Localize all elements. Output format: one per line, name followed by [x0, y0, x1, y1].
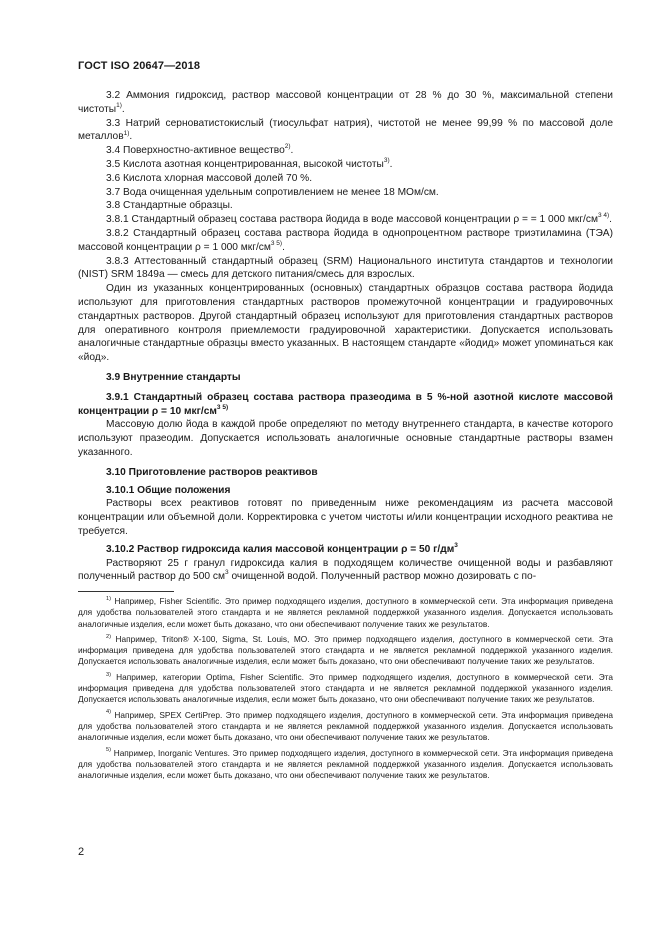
paragraph-3-3: 3.3 Натрий серноватистокислый (тиосульфат натрия), чистотой не менее 99,99 % по массовой доле металлов$^{1)}$.: [78, 117, 613, 143]
document-body: [78, 89, 613, 584]
footnote-divider: [78, 591, 174, 592]
superscript: 3: [454, 541, 458, 549]
paragraph-3-6: 3.6 Кислота хлорная массовой долей 70 %.: [106, 172, 313, 184]
footnote-mark: 1): [106, 595, 111, 602]
paragraph-3-8-2: 3.8.2 Стандартный образец состава раствора йодида в однопроцентном растворе триэтиламина (ТЭА) массовой концентрации ρ = 1 000 мкг/$см^{3 5)}$.: [78, 227, 613, 253]
heading-3-10: 3.10 Приготовление растворов реактивов: [106, 466, 318, 478]
paragraph-3-8-1: 3.8.1 Стандартный образец состава раствора йодида в воде массовой концентрации ρ = = 1 000 мкг/$см^{3 4)}$.: [106, 212, 613, 226]
paragraph-3-10-2: Растворяют 25 г гранул гидроксида калия в подходящем количестве очищенной воды и разбавляют полученный раствор до 500 $см^3$ очищенной водой. Полученный раствор можно дозировать с по-: [78, 557, 613, 583]
superscript: 3: [224, 569, 229, 577]
footnote-mark: 2): [106, 633, 111, 640]
footnote-3: $^{3)}$ Например, категории Optima, Fisher Scientific. Это пример подходящего изделия, доступного в коммерческой сети. Эта информация приведена для удобства пользователей этого стандарта и не является рекламной поддержкой указанного изделия. Допускается использовать аналогичные изделия, если может быть доказано, что они обеспечивают получение таких же результатов.: [78, 671, 613, 705]
footnote-ref: 1): [116, 101, 122, 109]
footnote-2: $^{2)}$ Например, Triton® X-100, Sigma, St. Louis, MO. Это пример подходящего изделия, доступного в коммерческой сети. Эта информация приведена для удобства пользователей этого стандарта и не является рекламной поддержкой указанного изделия. Допускается использовать аналогичные изделия, если может быть доказано, что они обеспечивают получение таких же результатов.: [78, 633, 613, 667]
footnote-ref: 3 4): [597, 212, 610, 220]
paragraph-standards-usage: Один из указанных концентрированных (основных) стандартных образцов состава раствора йодида используют для приготовления стандартных растворов промежуточной концентрации и градуировочных стандартных растворов. Другой стандартный образец используют для приготовления стандартных растворов для оперативного контроля приемлемости градуировочной характеристики. Допускается использовать аналогичные стандартные образцы вместо указанных. В настоящем стандарте «йодид» может упоминаться как «йод».: [78, 283, 613, 364]
paragraph-3-5: 3.5 Кислота азотная концентрированная, высокой чистоты$^{3)}$.: [106, 157, 393, 170]
paragraph-3-2: 3.2 Аммония гидроксид, раствор массовой концентрации от 28 % до 30 %, максимальной степени чистоты$^{1)}$.: [78, 90, 613, 115]
paragraph-3-8: 3.8 Стандартные образцы.: [106, 200, 233, 212]
footnote-mark: 4): [106, 709, 111, 716]
heading-3-10-1: 3.10.1 Общие положения: [106, 484, 231, 496]
heading-3-9-1: 3.9.1 Стандартный образец состава раствора празеодима в 5 %-ной азотной кислоте массовой концентрации ρ = 10 мкг/$см^{3 5)}$: [78, 391, 613, 417]
paragraph-3-8-3: 3.8.3 Аттестованный стандартный образец (SRM) Национального института стандартов и технологии (NIST) SRM 1849a — смесь для детского питания/смесь для взрослых.: [78, 255, 613, 281]
paragraph-3-10-1: Растворы всех реактивов готовят по приведенным ниже рекомендациям из расчета массовой концентрации или объемной доли. Корректировка с учетом чистоты и/или концентрации исходного реактива не требуется.: [78, 498, 613, 537]
page-number: 2: [78, 846, 85, 858]
footnote-mark: 3): [106, 671, 111, 678]
document-header: ГОСТ ISO 20647—2018: [78, 60, 201, 72]
footnote-ref: 3 5): [216, 403, 229, 411]
footnote-5: $^{5)}$ Например, Inorganic Ventures. Это пример подходящего изделия, доступного в коммерческой сети. Эта информация приведена для удобства пользователей этого стандарта и не является рекламной поддержкой указанного изделия. Допускается использовать аналогичные изделия, если может быть доказано, что они обеспечивают получение таких же результатов.: [78, 747, 613, 781]
footnote-4: $^{4)}$ Например, SPEX CertiPrep. Это пример подходящего изделия, доступного в коммерческой сети. Эта информация приведена для удобства пользователей этого стандарта и не является рекламной поддержкой указанного изделия. Допускается использовать аналогичные изделия, если может быть доказано, что они обеспечивают получение таких же результатов.: [78, 709, 613, 743]
footnote-ref: 3 5): [270, 239, 283, 247]
footnotes: [78, 596, 613, 785]
paragraph-3-7: 3.7 Вода очищенная удельным сопротивлением не менее 18 МОм/см.: [106, 186, 439, 198]
heading-3-9: 3.9 Внутренние стандарты: [106, 371, 241, 383]
paragraph-3-9-1: Массовую долю йода в каждой пробе определяют по методу внутреннего стандарта, в качестве которого используют празеодим. Допускается использовать аналогичные основные стандартные растворы взамен указанного.: [78, 419, 613, 458]
footnote-ref: 1): [123, 129, 130, 137]
heading-3-10-2: 3.10.2 Раствор гидроксида калия массовой концентрации ρ = 50 $г/дм^3$: [106, 541, 458, 555]
paragraph-3-4: 3.4 Поверхностно-активное вещество$^{2)}$.: [106, 143, 294, 157]
footnote-ref: 3): [383, 157, 390, 165]
footnote-ref: 2): [284, 143, 291, 151]
footnote-mark: 5): [106, 747, 111, 754]
footnote-1: $^{1)}$ Например, Fisher Scientific. Это пример подходящего изделия, доступного в коммерческой сети. Эта информация приведена для удобства пользователей этого стандарта и не является рекламной поддержкой указанного изделия. Допускается использовать аналогичные изделия, если может быть доказано, что они обеспечивают получение таких же результатов.: [78, 595, 613, 629]
